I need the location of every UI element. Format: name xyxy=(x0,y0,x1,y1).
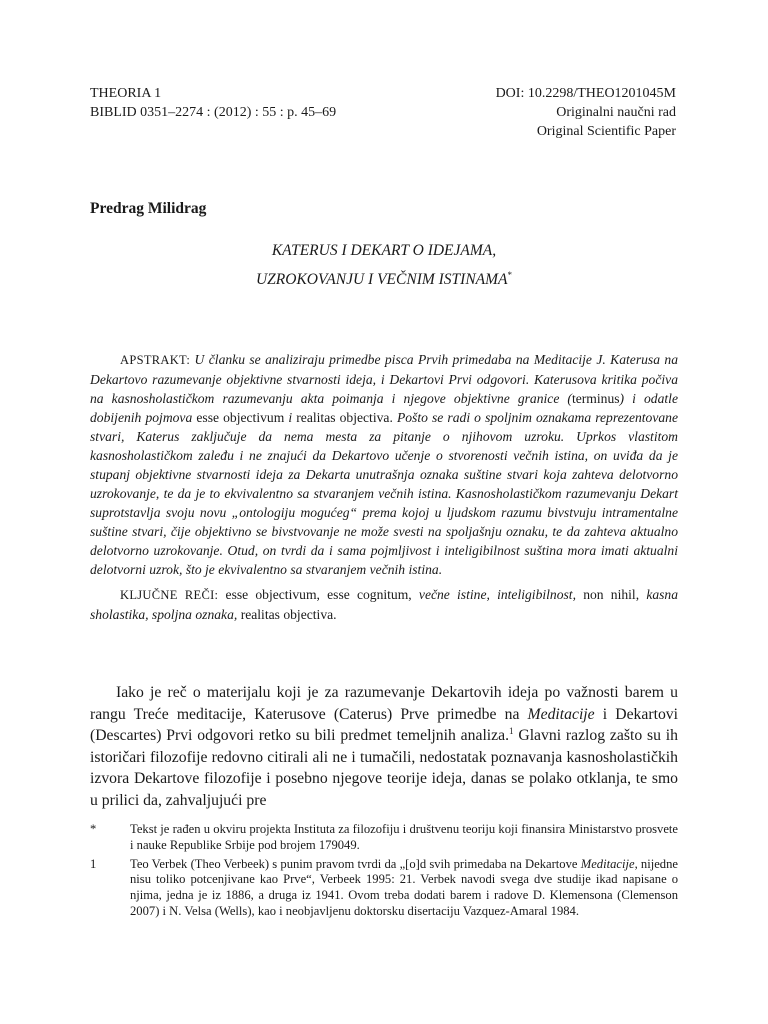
footnote-1 xyxy=(90,857,678,920)
journal-name: THEORIA 1 xyxy=(90,86,162,101)
biblid-line: BIBLID 0351–2274 : (2012) : 55 : p. 45–69 xyxy=(90,105,337,120)
keywords-3: non nihil, xyxy=(583,587,640,602)
footnote-1-text-c: , nijedne nisu toliko potcenjivane kao Prve“, Verbeek 1995: 21. Verbek navodi svega dve studije ikad napisane o njima, jedna je iz 1886, a druga iz 1941. Ovom treba dodati barem i radove D. Klemensona (Clemenson 2007) i N. Velsa (Wells), kao i neobjavljenu doktorsku disertaciju Vazquez-Amaral 1984. xyxy=(130,856,678,918)
body-text-meditacije: Meditacije xyxy=(527,705,595,723)
body-text-2: i Dekartovi (Descartes) Prvi odgovori retko su bili predmet temeljnih analiza. xyxy=(90,705,678,744)
abstract xyxy=(90,350,678,624)
paper-title xyxy=(90,238,678,292)
footnote-1-text-a: Teo Verbek (Theo Verbeek) s punim pravom tvrdi da „[o]d svih primedaba na Dekartove xyxy=(130,856,578,871)
body-text-1: Iako je reč o materijalu koji je za razumevanje Dekartovih ideja po važnosti barem u rangu Treće meditacije, Katerusove (Caterus) Prve primedbe na xyxy=(90,684,678,723)
abstract-text-4: Pošto se radi o spoljnim oznakama reprezentovane stvari, Katerus zaključuje da nema mesta za pitanje o njihovom uzroku. Uprkos vlastitom kasnosholastičkom zaleđu i ne znajući da Dekartovo učenje o stvorenosti večnih istina, on uviđa da je stupanj objektivne stvarnosti ideja za Dekarta unutrašnja oznaka suštine stvari koja zahteva delotvorno uzrokovanje, te da je to ekvivalentno sa stvaranjem večnih istina. Kasnosholastičkom razumevanju Dekart suprotstavlja svoju novu „ontologiju mogućeg“ prema kojoj u ljudskom razumu bivstvuju intramentalne suštine stvari, čije objektivno se bivstvovanje ne može svesti na spoljašnju oznaku, te da zahteva aktualno delotvorno uzrokovanje. Otud, on tvrdi da i sama pojmljivost i inteligibilnost suština mora imati aktualni delotvorni uzrok, što je ekvivalentno sa stvaranjem večnih istina. xyxy=(90,410,679,577)
keywords-label: KLJUČNE REČI: xyxy=(120,588,219,602)
abstract-paragraph xyxy=(90,350,678,579)
body-paragraph xyxy=(90,682,678,811)
journal-header-right xyxy=(496,84,676,141)
abstract-term-esse-objectivum: esse objectivum xyxy=(196,410,285,425)
abstract-text-2: ) i odatle dobijenih pojmova xyxy=(90,391,678,425)
title-line-2-text: UZROKOVANJU I VEČNIM ISTINAMA xyxy=(255,271,508,289)
footnote-star xyxy=(90,822,678,854)
footnote-star-text: Tekst je rađen u okviru projekta Instituta za filozofiju i društvenu teoriju koji finansira Ministarstvo prosvete i nauke Republike Srbije pod brojem 179049. xyxy=(130,822,678,852)
abstract-text-3: i xyxy=(288,410,293,425)
keywords-1: esse objectivum, esse cognitum, xyxy=(225,587,412,602)
footnote-star-mark: * xyxy=(90,822,97,836)
abstract-term-realitas: realitas objectiva. xyxy=(296,410,393,425)
keywords-4: kasna sholastika, spoljna oznaka, xyxy=(90,587,679,622)
footnote-1-mark: 1 xyxy=(90,856,97,871)
footnote-1-text-b: Meditacije xyxy=(580,856,635,871)
footnotes xyxy=(90,822,678,923)
paper-type-en: Original Scientific Paper xyxy=(536,124,676,139)
abstract-term-terminus: terminus xyxy=(571,391,620,406)
body-text-3: Glavni razlog zašto su ih istoričari filozofije redovno citirali ali ne i tumačili, nedostatak poznavanja kasnosholastičkih izvora Dekartove filozofije i posebno njegove teorije ideja, danas se polako otklanja, te smo u prilici da, zahvaljujući pre xyxy=(90,727,678,809)
title-line-1: KATERUS I DEKART O IDEJAMA, xyxy=(271,242,497,259)
title-line-2 xyxy=(90,263,678,292)
paper-type-sr: Originalni naučni rad xyxy=(556,105,676,120)
keywords xyxy=(90,585,678,624)
abstract-label: APSTRAKT: xyxy=(120,353,191,367)
keywords-5: realitas objectiva. xyxy=(240,607,337,622)
keywords-2: večne istine, inteligibilnost, xyxy=(418,587,576,602)
doi-line: DOI: 10.2298/THEO1201045M xyxy=(495,86,676,101)
footnote-ref-1[interactable]: 1 xyxy=(509,725,514,736)
title-footnote-mark: * xyxy=(507,270,513,280)
footnote-1-text xyxy=(130,857,678,920)
journal-header-left xyxy=(90,84,336,122)
body-text xyxy=(90,682,678,811)
author-name: Predrag Milidrag xyxy=(90,200,207,217)
abstract-text-1: U članku se analiziraju primedbe pisca Prvih primedaba na Meditacije J. Katerusa na Dekartovo razumevanje objektivne stvarnosti ideja, i Dekartovi Prvi odgovori. Katerusova kritika počiva na kasnosholastičkom razumevanju akta poimanja i njegove objektivne granice ( xyxy=(90,352,678,406)
